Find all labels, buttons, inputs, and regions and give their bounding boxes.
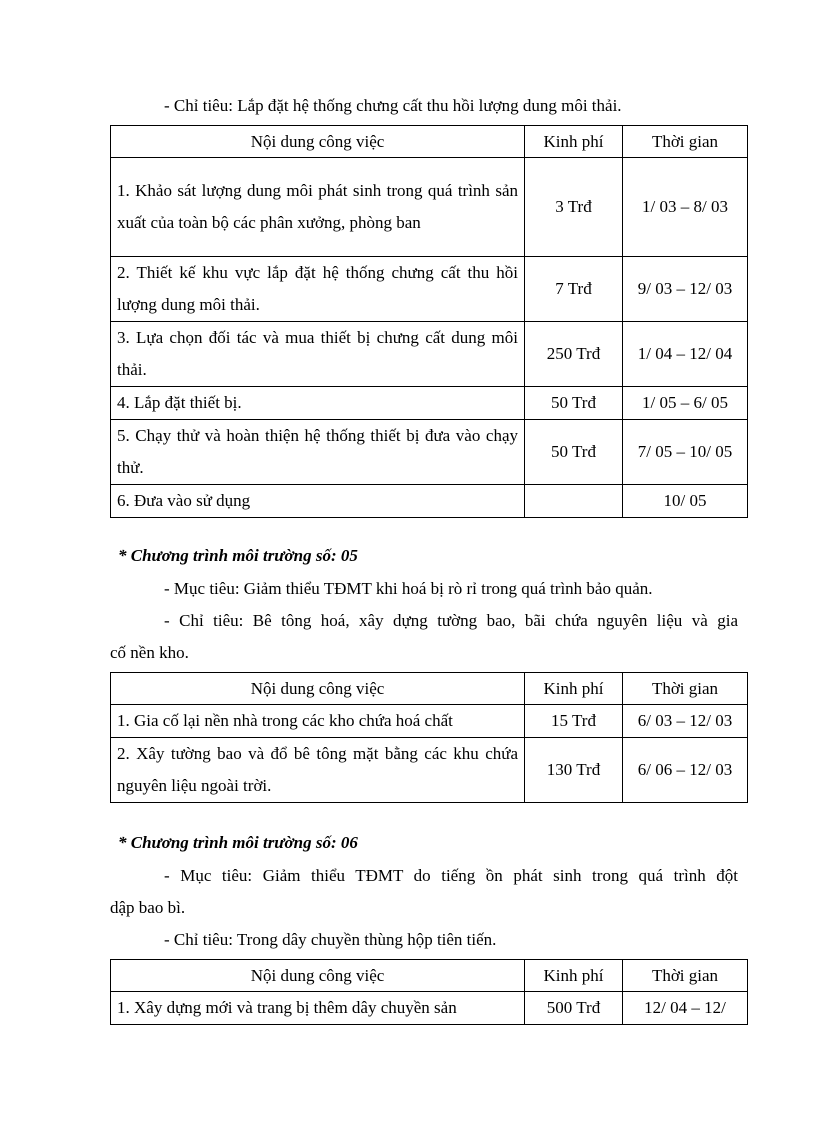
cost-cell: 3 Trđ [525,158,623,257]
header-cost: Kinh phí [525,960,623,992]
task-cell: 2. Thiết kế khu vực lắp đặt hệ thống chưng cất thu hồi lượng dung môi thải. [111,257,525,322]
task-cell: 1. Khảo sát lượng dung môi phát sinh trong quá trình sản xuất của toàn bộ các phân xưởng, phòng ban [111,158,525,257]
table-row [111,705,748,738]
task-cell: 6. Đưa vào sử dụng [111,485,525,518]
table-row [111,257,748,322]
target-line-continued: cố nền kho. [110,643,189,662]
cost-cell: 250 Trđ [525,322,623,387]
time-cell: 12/ 04 – 12/ [623,992,748,1025]
table-row [111,485,748,518]
header-task: Nội dung công việc [111,126,525,158]
task-cell: 3. Lựa chọn đối tác và mua thiết bị chưng cất dung môi thải. [111,322,525,387]
table-row [111,158,748,257]
time-cell: 1/ 03 – 8/ 03 [623,158,748,257]
target-line: - Chỉ tiêu: Lắp đặt hệ thống chưng cất thu hồi lượng dung môi thải. [164,96,622,115]
cost-cell: 50 Trđ [525,387,623,420]
table-row [111,387,748,420]
table-row [111,322,748,387]
time-cell: 6/ 06 – 12/ 03 [623,738,748,803]
table-row [111,420,748,485]
task-cell: 1. Gia cố lại nền nhà trong các kho chứa hoá chất [111,705,525,738]
section-heading: * Chương trình môi trường số: 05 [118,546,358,565]
table-header-row [111,126,748,158]
work-plan-table [110,959,748,1025]
cost-cell: 130 Trđ [525,738,623,803]
table-header-row [111,960,748,992]
work-plan-table [110,672,748,803]
header-time: Thời gian [623,673,748,705]
time-cell: 7/ 05 – 10/ 05 [623,420,748,485]
table-header-row [111,673,748,705]
cost-cell: 50 Trđ [525,420,623,485]
task-cell: 5. Chạy thử và hoàn thiện hệ thống thiết bị đưa vào chạy thử. [111,420,525,485]
header-cost: Kinh phí [525,673,623,705]
work-plan-table [110,125,748,518]
table-row [111,738,748,803]
cost-cell: 500 Trđ [525,992,623,1025]
header-time: Thời gian [623,126,748,158]
time-cell: 6/ 03 – 12/ 03 [623,705,748,738]
time-cell: 1/ 05 – 6/ 05 [623,387,748,420]
goal-line: - Mục tiêu: Giảm thiểu TĐMT khi hoá bị rò rỉ trong quá trình bảo quản. [164,579,653,598]
header-task: Nội dung công việc [111,673,525,705]
time-cell: 9/ 03 – 12/ 03 [623,257,748,322]
goal-line: - Mục tiêu: Giảm thiểu TĐMT do tiếng ồn phát sinh trong quá trình đột [164,866,738,885]
table-row [111,992,748,1025]
header-task: Nội dung công việc [111,960,525,992]
time-cell: 1/ 04 – 12/ 04 [623,322,748,387]
header-time: Thời gian [623,960,748,992]
task-cell: 1. Xây dựng mới và trang bị thêm dây chuyền sản [111,992,525,1025]
time-cell: 10/ 05 [623,485,748,518]
cost-cell [525,485,623,518]
task-cell: 4. Lắp đặt thiết bị. [111,387,525,420]
header-cost: Kinh phí [525,126,623,158]
target-line: - Chỉ tiêu: Trong dây chuyền thùng hộp tiên tiến. [164,930,497,949]
cost-cell: 7 Trđ [525,257,623,322]
goal-line-continued: dập bao bì. [110,898,186,917]
cost-cell: 15 Trđ [525,705,623,738]
task-cell: 2. Xây tường bao và đổ bê tông mặt bằng các khu chứa nguyên liệu ngoài trời. [111,738,525,803]
section-heading: * Chương trình môi trường số: 06 [118,833,358,852]
target-line: - Chỉ tiêu: Bê tông hoá, xây dựng tường bao, bãi chứa nguyên liệu và gia [164,611,738,630]
